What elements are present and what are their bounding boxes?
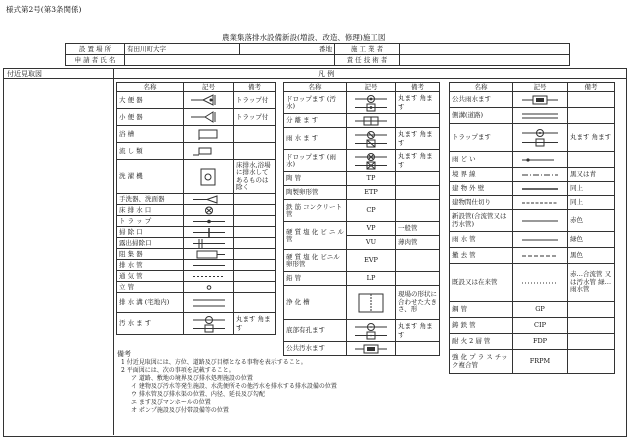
drain-channel-icon [189, 297, 229, 309]
applicant-label: 申 請 者 氏 名 [66, 55, 125, 66]
floor-drain-icon [189, 206, 229, 215]
perforated-basin-icon [351, 322, 391, 340]
public-rain-basin-icon [518, 95, 562, 105]
trap-basin-icon [518, 127, 562, 149]
site-label: 設 置 場 所 [66, 44, 125, 55]
public-sewage-basin-icon [351, 344, 391, 354]
vicinity-map-label: 付近見取図 [7, 70, 42, 78]
contractor-label: 施 工 業 者 [335, 44, 400, 55]
engineer-label: 責 任 技 術 者 [335, 55, 400, 66]
notes-title: 備考 [117, 350, 131, 358]
cleanout-icon [189, 228, 229, 237]
legend-title: 凡 例 [318, 70, 335, 78]
contractor-value[interactable] [400, 44, 570, 55]
trap-icon [189, 217, 229, 226]
separator-basin-icon [351, 116, 391, 126]
septic-tank-icon [351, 291, 391, 315]
site-value[interactable]: 有田川町大字 [125, 44, 240, 55]
rain-pipe-icon [518, 236, 562, 244]
removed-pipe-icon [518, 252, 562, 260]
toilet-icon [189, 94, 229, 106]
drain-pipe-icon [189, 261, 229, 270]
exposed-cleanout-icon [189, 239, 229, 248]
document-title: 農業集落排水設備新設(増設、改造、修理)施工図 [222, 33, 386, 42]
drop-basin-sewage-icon [351, 94, 391, 112]
engineer-value[interactable] [400, 55, 570, 66]
existing-pipe-icon [518, 279, 562, 287]
downspout-icon [518, 155, 562, 165]
form-number: 様式第2号(第3条関係) [6, 5, 82, 14]
applicant-value[interactable] [125, 55, 335, 66]
rainwater-basin-icon [351, 130, 391, 148]
exterior-wall-icon [518, 185, 562, 193]
partition-icon [518, 199, 562, 207]
road-gutter-icon [518, 111, 562, 121]
notes: 備考 1 付近見取図には、方位、道路及び目標となる事物を表示すること。 2 平面図には、次の事項を記載すること。 ア 道路、敷地の境界及び排水処理施設の位置 イ 建物及び汚水等発生施設、水洗便所その他汚水を排水する排水設備の位置 ウ 排水管及び排水渠の位置、内径、延長及び勾配 エ ます及びマンホールの位置 オ ポンプ施設及び付帯設備等の位置 [117, 350, 337, 414]
legend-table-3: 名称 記号 備考 公共雨水ます 側溝(道路) トラップます 丸ます 角ます 雨 ど い 境 界 線 黒又は青 建 物 外 壁 同上 建物間仕切り 同上 新設管(合流管又は汚水管) 赤色 雨 水 管 緑色 撤 去 管 黒色 既設又は在来管 赤…合流管 又は汚水管 緑…雨水管 鋼 管 GP 鋳 鉄 管 CIP 耐 火 2 層 管 FDP 強 化 プ ラ ス チック複合管 FRPM [449, 82, 615, 374]
legend-table-2: 名称 記号 備考 ドロップます (汚水) 丸ます 角ます 分 離 ま す 雨 水 ま す 丸ます 角ます ドロップます (雨水) 丸ます 角ます 陶 管 TP 陶製卵形管 ETP 鉄 筋 コンクリート管 CP 硬 質 塩 化 ビ ニ ル 管 VP 一般管 VU 薄肉管 硬 質 塩 化 ビニル卵形管 EVP 鉛 管 LP 浄 化 槽 現場の形状に合わせた大きさ、形 底部有孔ます 丸ます 角ます 公共汚水ます [283, 82, 440, 356]
urinal-icon [189, 111, 229, 123]
legend-table-1: 名称 記号 備考 大 便 器 トラップ付 小 便 器 トラップ付 浴 槽 流 し 類 洗 濯 機 床排水,浴場に排水してあるものは除く 手洗器、洗面器 床 排 水 口 ト ラ ッ プ 掃 除 口 露出掃除口 阻 集 器 排 水 管 通 気 管 立 管 排 水 溝 (宅地内) 汚 水 ま す 丸ます 角ます [116, 82, 276, 335]
legend-name: 大 便 器 [117, 92, 184, 109]
riser-icon [189, 283, 229, 292]
washbasin-icon [189, 195, 229, 204]
sink-icon [189, 145, 229, 157]
header-table [65, 43, 570, 66]
sewage-basin-icon [189, 315, 229, 333]
bathtub-icon [189, 128, 229, 140]
washing-machine-icon [189, 167, 229, 187]
interceptor-icon [189, 250, 229, 259]
vent-pipe-icon [189, 272, 229, 281]
drop-basin-rain-icon [351, 152, 391, 170]
lot-suffix: 番地 [240, 44, 335, 55]
boundary-line-icon [518, 171, 562, 179]
new-pipe-icon [518, 217, 562, 225]
